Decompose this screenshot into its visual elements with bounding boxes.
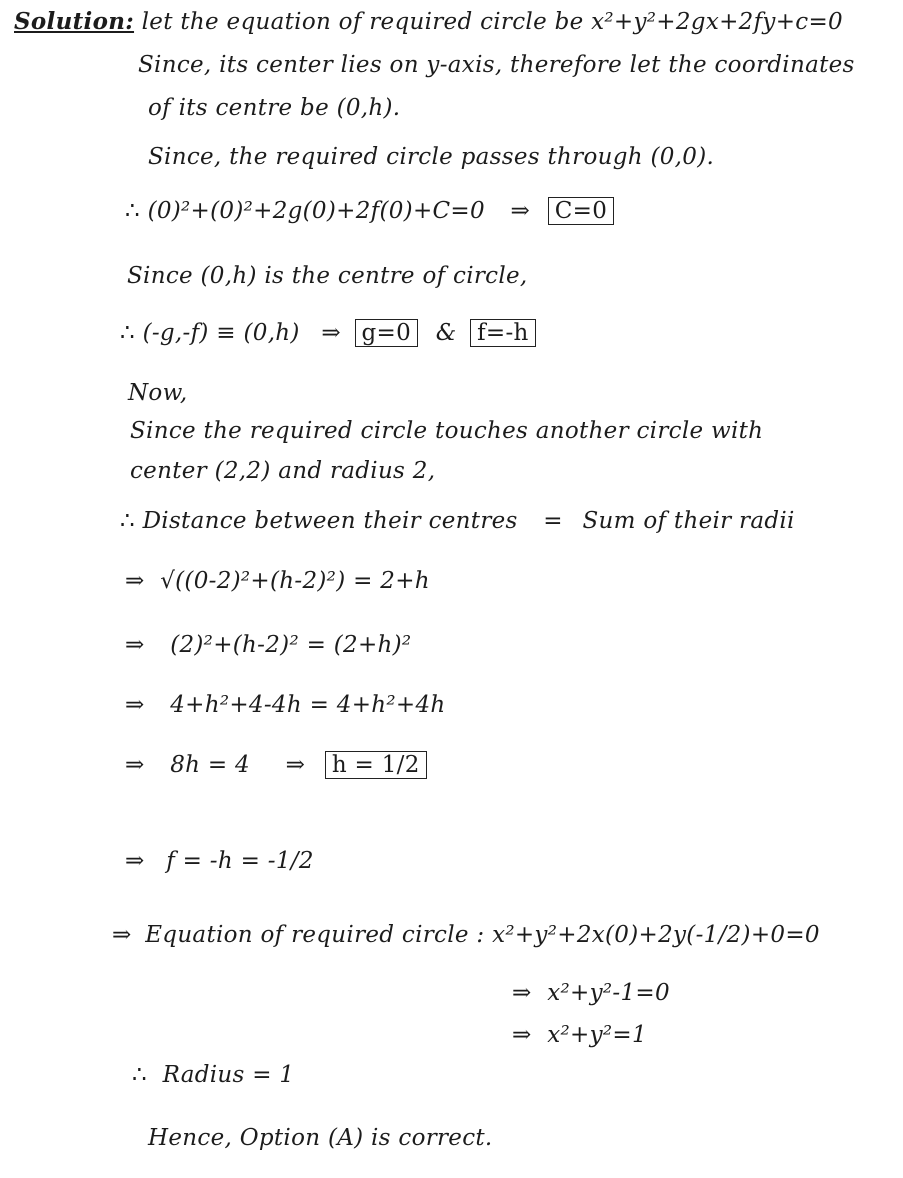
implies-arrow: ⇒ [510, 198, 531, 224]
line-3: of its centre be (0,h). [148, 95, 401, 121]
implies-arrow: ⇒ [125, 752, 145, 778]
implies-arrow: ⇒ [321, 320, 341, 346]
solution-label: Solution: [14, 8, 135, 35]
line-2: Since, its center lies on y-axis, therefore let the coordinates [138, 52, 855, 78]
distance-equation: √((0-2)²+(h-2)²) = 2+h [160, 568, 430, 594]
line-19 [512, 1022, 647, 1048]
line-20 [132, 1062, 294, 1088]
centre-comparison: (-g,-f) ≡ (0,h) [142, 320, 300, 346]
line-1 [14, 8, 843, 35]
simplified-circle-equation: x²+y²-1=0 [547, 980, 670, 1006]
line-9: Since the required circle touches another circle with [130, 418, 764, 444]
sum-of-radii: Sum of their radii [582, 508, 795, 534]
implies-arrow: ⇒ [512, 980, 532, 1006]
implies-arrow: ⇒ [125, 632, 145, 658]
implies-arrow: ⇒ [512, 1022, 532, 1048]
line-17 [112, 922, 820, 948]
line-13 [125, 632, 411, 658]
therefore-symbol: ∴ [120, 320, 135, 346]
line-6: Since (0,h) is the centre of circle, [127, 263, 528, 289]
therefore-symbol: ∴ [132, 1062, 147, 1088]
line-14 [125, 692, 446, 718]
radius-result: Radius = 1 [162, 1062, 295, 1088]
distance-between-centres: Distance between their centres [142, 508, 518, 534]
required-circle-equation: Equation of required circle : x²+y²+2x(0)+2y(-1/2)+0=0 [145, 922, 820, 948]
implies-arrow: ⇒ [125, 848, 145, 874]
line-18 [512, 980, 670, 1006]
line-10: center (2,2) and radius 2, [130, 458, 436, 484]
expanded-equation: 4+h²+4-4h = 4+h²+4h [170, 692, 446, 718]
circle-equation-intro: let the equation of required circle be x²+y²+2gx+2fy+c=0 [141, 9, 843, 35]
boxed-f-result: f=-h [470, 319, 536, 347]
implies-arrow: ⇒ [125, 692, 145, 718]
line-12 [125, 568, 430, 594]
simplified-equation: 8h = 4 [170, 752, 250, 778]
boxed-c-result: C=0 [548, 197, 614, 225]
therefore-symbol: ∴ [120, 508, 135, 534]
final-circle-equation: x²+y²=1 [547, 1022, 647, 1048]
boxed-g-result: g=0 [355, 319, 419, 347]
implies-arrow: ⇒ [112, 922, 132, 948]
f-value: f = -h = -1/2 [166, 848, 314, 874]
substitution-expression: (0)²+(0)²+2g(0)+2f(0)+C=0 [147, 198, 485, 224]
therefore-symbol: ∴ [125, 198, 140, 224]
line-5 [125, 198, 614, 224]
line-16 [125, 848, 314, 874]
line-4: Since, the required circle passes through (0,0). [148, 144, 715, 170]
implies-arrow: ⇒ [125, 568, 145, 594]
line-7 [120, 320, 536, 346]
equals-sign: = [543, 508, 563, 534]
implies-arrow: ⇒ [285, 752, 306, 778]
line-8: Now, [128, 380, 188, 406]
conclusion: Hence, Option (A) is correct. [148, 1125, 493, 1151]
ampersand: & [435, 320, 457, 346]
line-11 [120, 508, 795, 534]
squared-equation: (2)²+(h-2)² = (2+h)² [170, 632, 412, 658]
boxed-h-result: h = 1/2 [325, 751, 427, 779]
line-15 [125, 752, 427, 778]
